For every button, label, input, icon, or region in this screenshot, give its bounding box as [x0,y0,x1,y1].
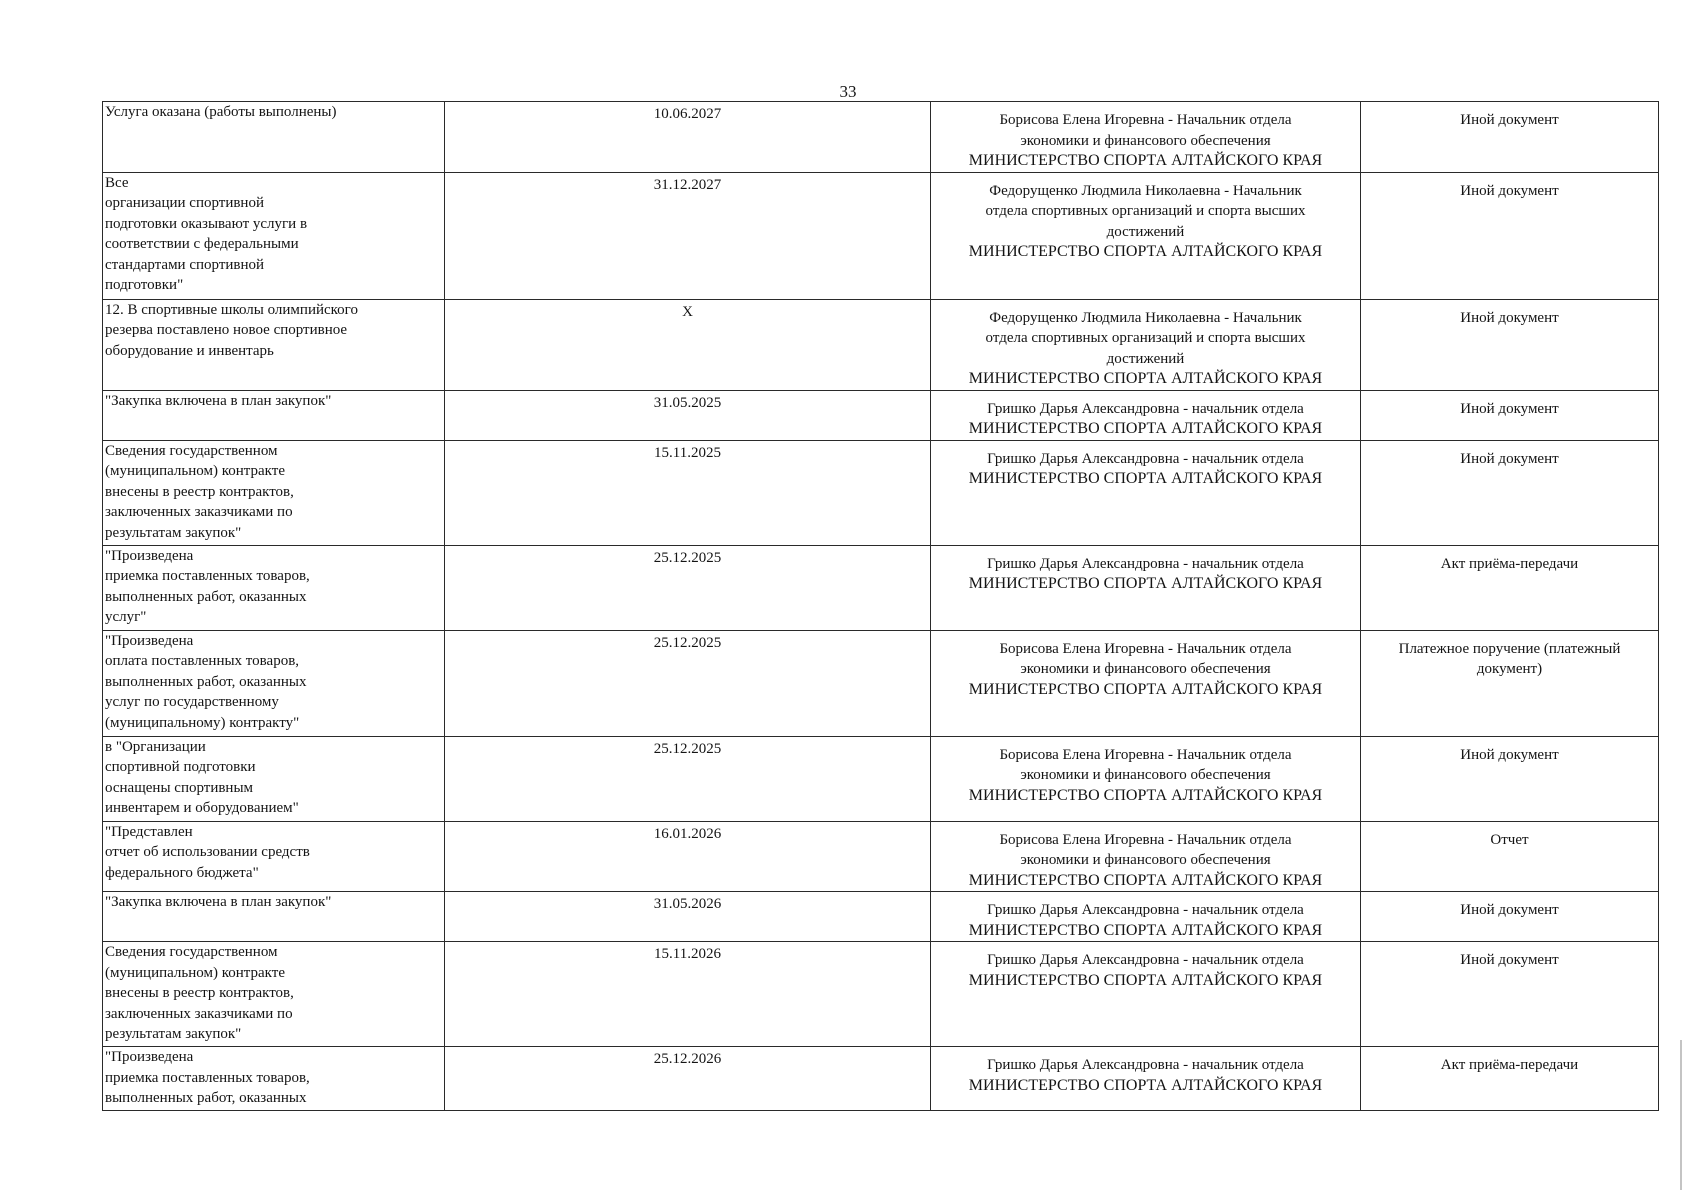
document-type-cell: Акт приёма-передачи [1361,545,1659,630]
table-row [103,102,1659,173]
table-row [103,172,1659,299]
scan-edge-line [1680,1040,1682,1190]
responsible-cell: Гришко Дарья Александровна - начальник отдела МИНИСТЕРСТВО СПОРТА АЛТАЙСКОГО КРАЯ [931,545,1361,630]
table-row [103,299,1659,390]
responsible-cell: Гришко Дарья Александровна - начальник отдела МИНИСТЕРСТВО СПОРТА АЛТАЙСКОГО КРАЯ [931,892,1361,942]
date-cell: X [445,299,931,390]
organization-name: МИНИСТЕРСТВО СПОРТА АЛТАЙСКОГО КРАЯ [968,575,1323,592]
organization-name: МИНИСТЕРСТВО СПОРТА АЛТАЙСКОГО КРАЯ [968,921,1323,939]
table-row [103,821,1659,892]
responsible-cell: Гришко Дарья Александровна - начальник отдела МИНИСТЕРСТВО СПОРТА АЛТАЙСКОГО КРАЯ [931,942,1361,1047]
date-cell: 31.12.2027 [445,172,931,299]
table-row [103,630,1659,736]
date-cell: 16.01.2026 [445,821,931,892]
task-cell: Все организации спортивной подготовки оказывают услуги в соответствии с федеральными стандартами спортивной подготовки" [103,172,445,299]
organization-name: МИНИСТЕРСТВО СПОРТА АЛТАЙСКОГО КРАЯ [968,152,1323,169]
date-cell: 31.05.2025 [445,390,931,440]
schedule-table-body [103,102,1659,1111]
table-row [103,1047,1659,1111]
date-cell: 10.06.2027 [445,102,931,173]
organization-name: МИНИСТЕРСТВО СПОРТА АЛТАЙСКОГО КРАЯ [968,420,1323,437]
organization-name: МИНИСТЕРСТВО СПОРТА АЛТАЙСКОГО КРАЯ [968,1076,1323,1094]
document-type-cell: Платежное поручение (платежный документ) [1361,630,1659,736]
table-row [103,545,1659,630]
task-cell: "Закупка включена в план закупок" [103,390,445,440]
table-row [103,440,1659,545]
document-type-cell: Иной документ [1361,736,1659,821]
task-cell: Услуга оказана (работы выполнены) [103,102,445,173]
date-cell: 25.12.2025 [445,736,931,821]
organization-name: МИНИСТЕРСТВО СПОРТА АЛТАЙСКОГО КРАЯ [968,786,1323,804]
organization-name: МИНИСТЕРСТВО СПОРТА АЛТАЙСКОГО КРАЯ [968,370,1323,387]
document-type-cell: Акт приёма-передачи [1361,1047,1659,1111]
task-cell: Сведения государственном (муниципальном) контракте внесены в реестр контрактов, заключенных заказчиками по результатам закупок" [103,942,445,1047]
responsible-cell: Федорущенко Людмила Николаевна - Начальник отдела спортивных организаций и спорта высших достижений МИНИСТЕРСТВО СПОРТА АЛТАЙСКОГО КРАЯ [931,299,1361,390]
responsible-cell: Борисова Елена Игоревна - Начальник отдела экономики и финансового обеспечения МИНИСТЕРСТВО СПОРТА АЛТАЙСКОГО КРАЯ [931,102,1361,173]
organization-name: МИНИСТЕРСТВО СПОРТА АЛТАЙСКОГО КРАЯ [968,871,1323,889]
date-cell: 25.12.2026 [445,1047,931,1111]
task-cell: "Произведена приемка поставленных товаров, выполненных работ, оказанных услуг" [103,545,445,630]
organization-name: МИНИСТЕРСТВО СПОРТА АЛТАЙСКОГО КРАЯ [968,680,1323,698]
responsible-cell: Федорущенко Людмила Николаевна - Начальник отдела спортивных организаций и спорта высших достижений МИНИСТЕРСТВО СПОРТА АЛТАЙСКОГО КРАЯ [931,172,1361,299]
task-cell: "Произведена оплата поставленных товаров, выполненных работ, оказанных услуг по государственному (муниципальному) контракту" [103,630,445,736]
schedule-table [102,101,1659,1111]
page-number: 33 [839,82,857,101]
organization-name: МИНИСТЕРСТВО СПОРТА АЛТАЙСКОГО КРАЯ [968,470,1323,487]
document-type-cell: Иной документ [1361,299,1659,390]
date-cell: 15.11.2026 [445,942,931,1047]
date-cell: 25.12.2025 [445,545,931,630]
organization-name: МИНИСТЕРСТВО СПОРТА АЛТАЙСКОГО КРАЯ [968,971,1323,989]
task-cell: в "Организации спортивной подготовки оснащены спортивным инвентарем и оборудованием" [103,736,445,821]
task-cell: 12. В спортивные школы олимпийского резерва поставлено новое спортивное оборудование и инвентарь [103,299,445,390]
responsible-cell: Борисова Елена Игоревна - Начальник отдела экономики и финансового обеспечения МИНИСТЕРСТВО СПОРТА АЛТАЙСКОГО КРАЯ [931,736,1361,821]
responsible-cell: Гришко Дарья Александровна - начальник отдела МИНИСТЕРСТВО СПОРТА АЛТАЙСКОГО КРАЯ [931,440,1361,545]
table-row [103,892,1659,942]
document-type-cell: Иной документ [1361,172,1659,299]
responsible-cell: Гришко Дарья Александровна - начальник отдела МИНИСТЕРСТВО СПОРТА АЛТАЙСКОГО КРАЯ [931,390,1361,440]
date-cell: 25.12.2025 [445,630,931,736]
document-type-cell: Отчет [1361,821,1659,892]
document-type-cell: Иной документ [1361,440,1659,545]
date-cell: 15.11.2025 [445,440,931,545]
responsible-cell: Гришко Дарья Александровна - начальник отдела МИНИСТЕРСТВО СПОРТА АЛТАЙСКОГО КРАЯ [931,1047,1361,1111]
task-cell: "Произведена приемка поставленных товаров, выполненных работ, оказанных [103,1047,445,1111]
organization-name: МИНИСТЕРСТВО СПОРТА АЛТАЙСКОГО КРАЯ [968,243,1323,260]
document-type-cell: Иной документ [1361,892,1659,942]
task-cell: "Представлен отчет об использовании средств федерального бюджета" [103,821,445,892]
responsible-cell: Борисова Елена Игоревна - Начальник отдела экономики и финансового обеспечения МИНИСТЕРСТВО СПОРТА АЛТАЙСКОГО КРАЯ [931,630,1361,736]
table-row [103,390,1659,440]
document-type-cell: Иной документ [1361,942,1659,1047]
document-type-cell: Иной документ [1361,102,1659,173]
task-cell: "Закупка включена в план закупок" [103,892,445,942]
document-type-cell: Иной документ [1361,390,1659,440]
table-row [103,942,1659,1047]
date-cell: 31.05.2026 [445,892,931,942]
task-cell: Сведения государственном (муниципальном) контракте внесены в реестр контрактов, заключенных заказчиками по результатам закупок" [103,440,445,545]
responsible-cell: Борисова Елена Игоревна - Начальник отдела экономики и финансового обеспечения МИНИСТЕРСТВО СПОРТА АЛТАЙСКОГО КРАЯ [931,821,1361,892]
table-row [103,736,1659,821]
